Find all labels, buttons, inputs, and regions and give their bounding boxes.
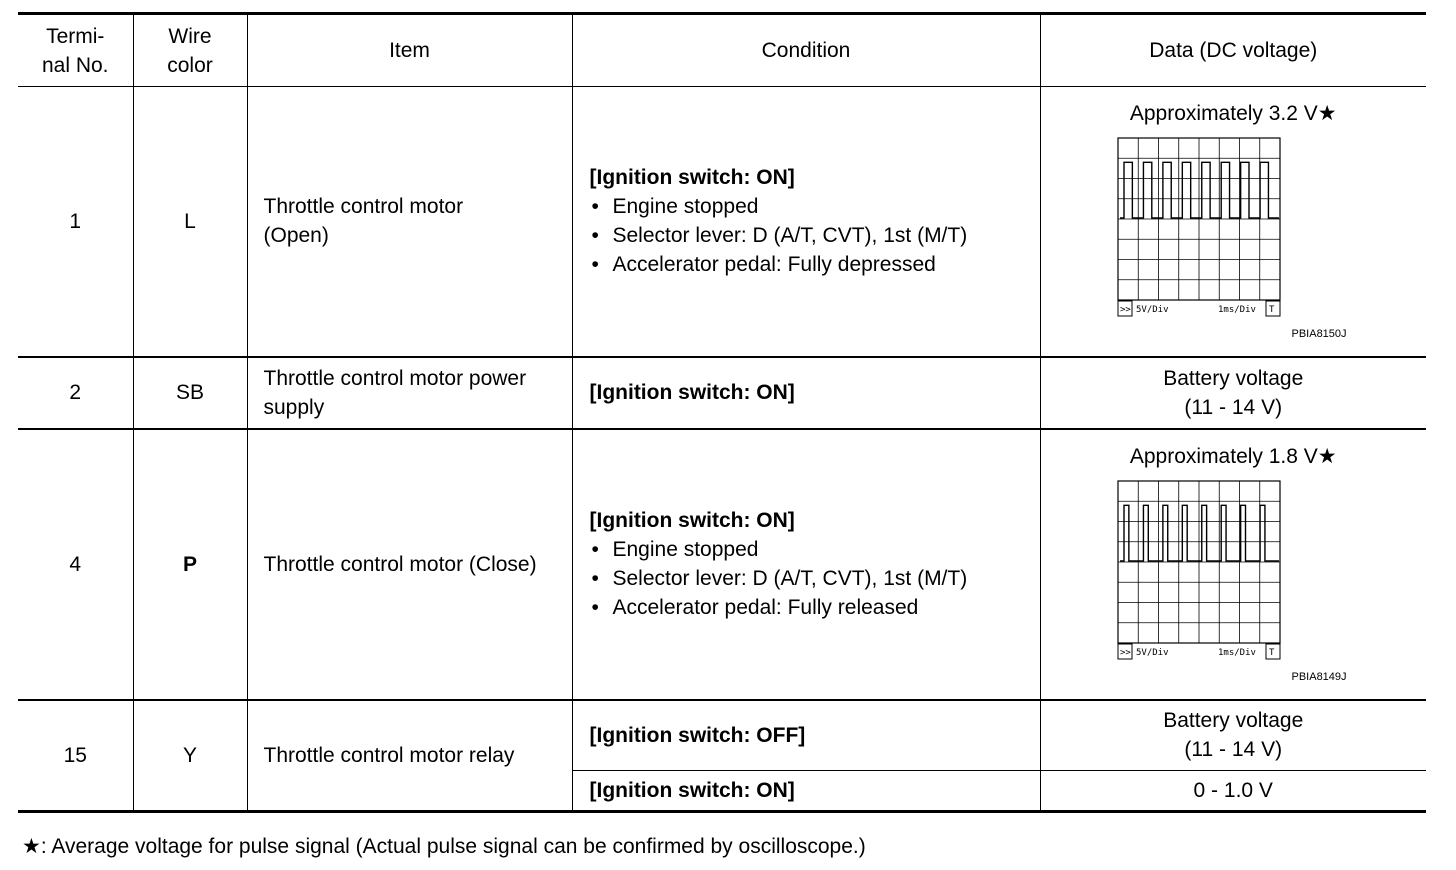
wire-color: L <box>184 209 196 233</box>
wire-color: SB <box>175 381 204 404</box>
footnote <box>22 834 866 860</box>
header-item <box>247 14 572 87</box>
list-item: • Accelerator pedal: Fully depressed <box>590 250 1040 279</box>
header-wire <box>133 14 247 87</box>
header-wire-text: Wire color <box>167 24 213 77</box>
item-cell <box>247 87 572 357</box>
wire-cell <box>133 429 247 700</box>
header-data <box>1040 14 1426 87</box>
condition-list <box>590 192 1040 279</box>
star-icon: ★ <box>1317 444 1337 468</box>
scope-trigger-label: T <box>1268 305 1274 315</box>
condition-list <box>590 535 1040 622</box>
condition-cell <box>572 357 1040 429</box>
header-terminal-text: Termi- nal No. <box>41 24 109 77</box>
scope-volt-label: 5V/Div <box>1135 647 1169 658</box>
header-item-text: Item <box>389 39 430 62</box>
waveform-image-id: PBIA8149J <box>1291 670 1347 683</box>
condition-title: [Ignition switch: OFF] <box>589 723 806 747</box>
list-item: • Selector lever: D (A/T, CVT), 1st (M/T) <box>590 564 1040 593</box>
condition-cell <box>572 429 1040 700</box>
waveform-title <box>1041 99 1427 128</box>
data-cell <box>1040 771 1426 812</box>
header-condition <box>572 14 1040 87</box>
terminal-number: 15 <box>63 743 87 767</box>
scope-trigger-label: T <box>1268 647 1274 658</box>
scope-mode-label: >> <box>1119 647 1131 658</box>
terminal-cell <box>18 429 133 700</box>
condition-title: [Ignition switch: ON] <box>589 779 795 802</box>
star-icon: ★ <box>22 835 41 858</box>
header-condition-text: Condition <box>761 39 851 62</box>
terminal-number: 4 <box>69 552 82 576</box>
scope-mode-label: >> <box>1119 305 1131 315</box>
list-item: • Engine stopped <box>590 192 1040 221</box>
header-data-text: Data (DC voltage) <box>1149 39 1318 62</box>
header-terminal <box>18 14 133 87</box>
scope-time-label: 1ms/Div <box>1217 305 1256 315</box>
table-row <box>18 87 1426 357</box>
data-value: Battery voltage (11 - 14 V) <box>1163 366 1304 419</box>
item-cell <box>247 700 572 812</box>
wire-cell <box>133 357 247 429</box>
item-text: Throttle control motor (Close) <box>263 552 537 576</box>
table-row <box>18 429 1426 700</box>
wire-color: P <box>182 552 197 576</box>
waveform-value: Approximately 3.2 V <box>1129 102 1318 125</box>
waveform-title <box>1041 442 1427 471</box>
data-cell <box>1040 429 1426 700</box>
data-cell <box>1040 700 1426 771</box>
scope-volt-label: 5V/Div <box>1135 305 1169 315</box>
item-text: Throttle control motor relay <box>263 743 515 767</box>
scope-time-label: 1ms/Div <box>1217 647 1256 658</box>
terminal-cell <box>18 357 133 429</box>
condition-cell <box>572 700 1040 771</box>
waveform-image-id: PBIA8150J <box>1291 328 1347 340</box>
footnote-text: : Average voltage for pulse signal (Actual pulse signal can be confirmed by oscilloscope.) <box>40 835 866 858</box>
condition-title: [Ignition switch: ON] <box>589 381 795 404</box>
condition-title: [Ignition switch: ON] <box>589 166 795 190</box>
condition-cell <box>572 771 1040 812</box>
wire-cell <box>133 87 247 357</box>
terminal-cell <box>18 700 133 812</box>
oscilloscope-waveform <box>1117 480 1283 662</box>
condition-title: [Ignition switch: ON] <box>589 509 795 532</box>
data-value: 0 - 1.0 V <box>1193 779 1273 802</box>
item-cell <box>247 357 572 429</box>
star-icon: ★ <box>1317 102 1337 125</box>
table-row <box>18 700 1426 771</box>
waveform-value: Approximately 1.8 V <box>1129 444 1318 468</box>
table-row <box>18 357 1426 429</box>
data-cell <box>1040 357 1426 429</box>
condition-cell <box>572 87 1040 357</box>
list-item: • Selector lever: D (A/T, CVT), 1st (M/T) <box>590 221 1040 250</box>
header-row <box>18 14 1426 87</box>
terminal-number: 2 <box>69 381 82 404</box>
terminal-cell <box>18 87 133 357</box>
item-text: Throttle control motor power supply <box>263 366 527 419</box>
item-text: Throttle control motor (Open) <box>263 195 464 248</box>
data-value: Battery voltage (11 - 14 V) <box>1163 709 1304 762</box>
wire-color: Y <box>182 743 197 767</box>
item-cell <box>247 429 572 700</box>
wire-cell <box>133 700 247 812</box>
oscilloscope-waveform <box>1117 137 1283 319</box>
data-cell <box>1040 87 1426 357</box>
list-item: • Engine stopped <box>590 535 1040 564</box>
terminal-number: 1 <box>69 209 82 233</box>
terminal-data-table <box>18 12 1426 813</box>
list-item: • Accelerator pedal: Fully released <box>590 593 1040 622</box>
